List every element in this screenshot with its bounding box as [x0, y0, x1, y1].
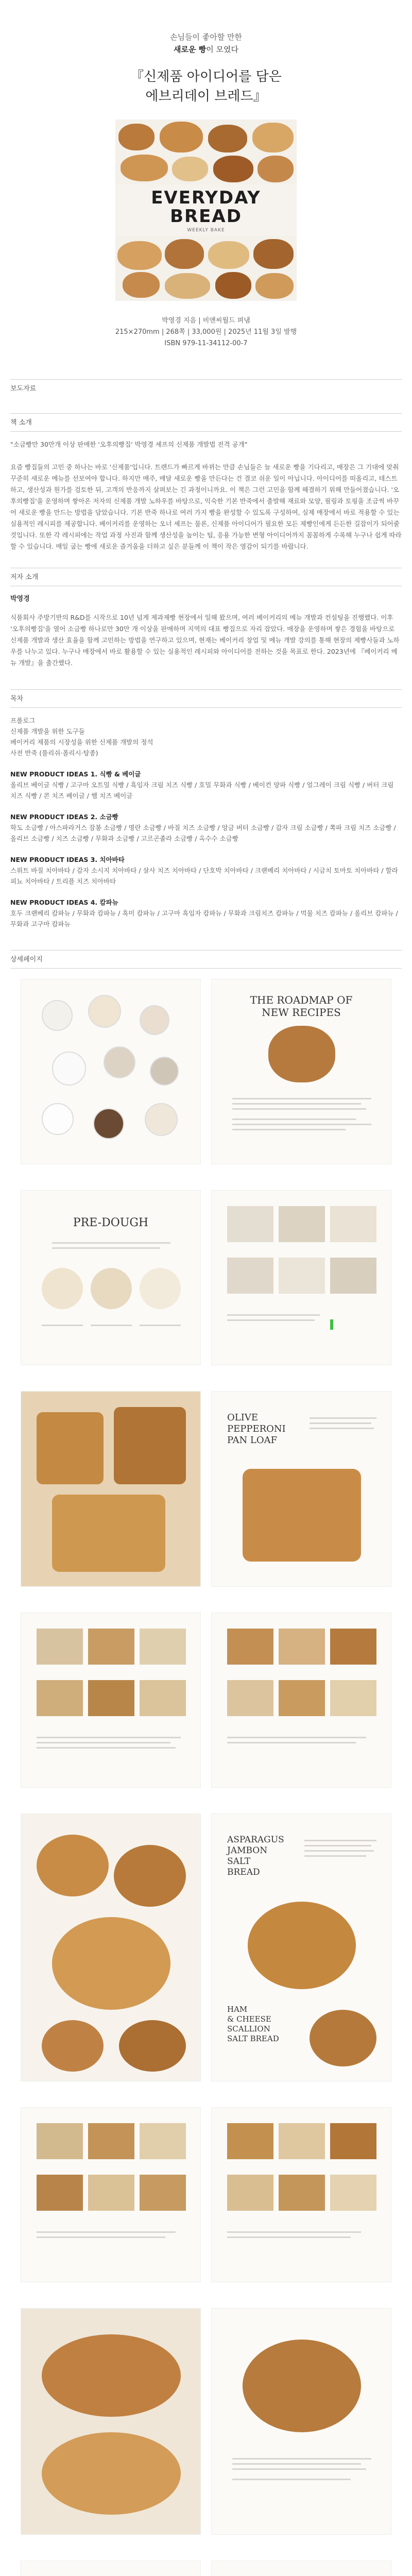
hero-eyebrow: 손님들이 좋아할 만한: [170, 32, 242, 42]
text-line: [304, 1855, 366, 1857]
cover-bread: [255, 273, 294, 299]
ingredient-bowl: [42, 1103, 74, 1135]
detail-page-right: [211, 2107, 391, 2282]
process-photo: [88, 2123, 134, 2159]
process-photo: [227, 1258, 273, 1294]
toc-item: 사전 반죽 (풀리쉬·폴리시·탕종): [10, 749, 98, 757]
process-photo: [140, 2175, 186, 2211]
bread-photo: [243, 2340, 361, 2432]
detail-spread: [21, 2107, 391, 2282]
text-line: [37, 1742, 170, 1743]
ham-title-line2: & CHEESE: [227, 2014, 271, 2024]
toc-part-title: NEW PRODUCT IDEAS 3. 치아바타: [10, 856, 125, 863]
cover-title-line2: BREAD: [170, 206, 242, 227]
author-bio: 식품회사 주방기반의 R&D를 시작으로 10년 넘게 제과제빵 현장에서 일해 왔으며, 여러 베이커리의 메뉴 개발과 컨설팅을 진행했다. 이후 '오후의빵집'을 열어 소금빵 하나로만 30만 개 이상을 판매하며 지역의 대표 빵집으로 자리 잡았다. 매장을 운영하며 쌓은 경험을 바탕으로 신제품 개발과 생산 효율을 함께 고민하는 방법을 연구하고 있으며, 현재는 베이커리 창업 및 메뉴 개발 강의를 통해 현장의 제빵사들과 노하우를 나누고 있다. 누구나 매장에서 바로 활용할 수 있는 실용적인 레시피와 아이디어를 전하는 것을 목표로 한다. 2023년에 『베이커리 메뉴 개발』을 출간했다.: [10, 614, 400, 667]
author-name: 박영경: [10, 595, 30, 603]
process-photo: [227, 1680, 273, 1716]
section-heading-intro: 책 소개: [10, 413, 402, 432]
process-photo: [140, 1629, 186, 1665]
cover-bread: [172, 157, 208, 181]
text-line: [227, 1314, 320, 1316]
process-photo: [37, 2123, 83, 2159]
meta-spec: 215×270mm | 268쪽 | 33,000원 | 2025년 11월 3일 발행: [115, 328, 297, 336]
toc-part-items: 호두 크랜베리 캄파뉴 / 무화과 캄파뉴 / 흑미 캄파뉴 / 고구마 흑임자 캄파뉴 / 무화과 크림치즈 캄파뉴 / 먹물 치즈 캄파뉴 / 올리브 캄파뉴 / 무화과 고구마 캄파뉴: [10, 909, 398, 928]
roadmap-title: [212, 994, 391, 1019]
detail-page-left: [21, 1190, 201, 1365]
hero: [0, 0, 412, 349]
ingredient-bowl: [88, 995, 121, 1028]
section-heading-toc: 목차: [10, 689, 402, 708]
book-title-line1: 『신제품 아이디어를 담은: [130, 69, 282, 84]
process-photo: [279, 1680, 325, 1716]
cover-bread: [121, 155, 168, 181]
asparagus-title-line1: ASPARAGUS: [227, 1835, 284, 1845]
ingredient-bowl: [104, 1046, 135, 1078]
detail-page-left: [21, 2308, 201, 2535]
text-line: [232, 1098, 371, 1099]
process-photo: [279, 2175, 325, 2211]
cover-bread: [258, 156, 294, 182]
detail-spread: [21, 1190, 391, 1365]
asparagus-title-line3: SALT: [227, 1856, 251, 1867]
toc-section: [10, 689, 402, 929]
detail-spread: [21, 1613, 391, 1788]
dough-image: [91, 1268, 132, 1309]
process-photo: [37, 1629, 83, 1665]
detail-page-left: [21, 1613, 201, 1788]
cover-bread: [252, 123, 294, 152]
toc-part-title: NEW PRODUCT IDEAS 1. 식빵 & 베이글: [10, 770, 141, 778]
cover-bread: [215, 272, 251, 299]
detail-page-right: [211, 2308, 391, 2535]
process-photo: [279, 1258, 325, 1294]
book-title: [0, 67, 412, 106]
process-photo: [330, 1258, 376, 1294]
book-meta: [0, 315, 412, 349]
process-photo: [279, 1629, 325, 1665]
ingredient-bowl: [52, 1052, 86, 1086]
detail-page-left: [21, 2561, 201, 2576]
detail-spread: [21, 2308, 391, 2535]
hero-eyebrow-rest: 이 모였다: [206, 45, 238, 54]
process-photo: [330, 2175, 376, 2211]
section-heading-promo: 보도자료: [10, 379, 402, 398]
bread-photo: [42, 2020, 104, 2072]
cover-bread: [160, 122, 203, 152]
process-photo: [88, 1680, 134, 1716]
cover-subtitle: WEEKLY BAKE: [187, 228, 225, 233]
cover-bread: [165, 239, 204, 269]
text-line: [227, 1742, 356, 1743]
hero-eyebrow-line2: [0, 43, 412, 56]
text-line: [310, 1417, 376, 1419]
olive-title-line2: PEPPERONI: [227, 1423, 286, 1434]
text-line: [140, 1325, 181, 1326]
text-line: [232, 1103, 361, 1105]
toc-intro-list: [10, 708, 402, 758]
cover-bread: [118, 124, 154, 150]
toc-part-title: NEW PRODUCT IDEAS 2. 소금빵: [10, 813, 118, 821]
bread-photo: [37, 1835, 109, 1896]
cover-bread: [117, 241, 162, 270]
ham-title-line4: SALT BREAD: [227, 2034, 279, 2043]
detail-page-right: [211, 1814, 391, 2081]
toc-part-items: 스위트 바질 치아바타 / 감자 소시지 치아바타 / 살사 치즈 치아바타 / 단호박 치아바타 / 크랜베리 치아바타 / 시금치 토마토 치아바타 / 할라피뇨 치아바타 / 트리플 치즈 치아바타: [10, 867, 398, 885]
text-line: [232, 2479, 351, 2480]
dough-image: [42, 1268, 83, 1309]
text-line: [232, 1124, 371, 1125]
text-line: [37, 2231, 176, 2233]
text-line: [227, 2236, 351, 2238]
bread-photo: [52, 1495, 165, 1572]
text-line: [310, 1422, 371, 1424]
process-photo: [227, 2123, 273, 2159]
text-line: [232, 1108, 366, 1110]
text-line: [227, 1319, 315, 1321]
meta-author: 박영경 지음 | 비앤씨월드 펴냄: [162, 317, 250, 325]
cover-title-band: [115, 184, 297, 236]
text-line: [232, 2463, 361, 2465]
process-photo: [330, 1680, 376, 1716]
bread-photo: [119, 2020, 186, 2072]
detail-pages: [0, 979, 412, 2576]
bread-photo: [42, 2432, 181, 2515]
asparagus-title-line4: BREAD: [227, 1867, 260, 1877]
toc-item: 베이커리 제품의 시장성을 위한 신제품 개발의 정석: [10, 738, 153, 746]
cover-bread: [213, 156, 253, 182]
process-photo: [330, 1206, 376, 1242]
bread-photo: [114, 1407, 186, 1484]
text-line: [37, 2236, 165, 2238]
detail-page-right: [211, 1613, 391, 1788]
detail-spread: [21, 1391, 391, 1587]
process-photo: [88, 1629, 134, 1665]
bread-photo: [114, 1845, 186, 1907]
bread-photo: [243, 1469, 361, 1562]
ham-title-line3: SCALLION: [227, 2024, 270, 2033]
text-line: [304, 1840, 376, 1841]
detail-page-left: [21, 2107, 201, 2282]
cover-bread: [165, 273, 210, 299]
process-photo: [140, 2123, 186, 2159]
roadmap-bread-image: [268, 1026, 335, 1082]
ham-title-line1: HAM: [227, 2005, 248, 2014]
cover-bread: [123, 272, 160, 298]
process-photo: [279, 2123, 325, 2159]
olive-title-line3: PAN LOAF: [227, 1435, 278, 1446]
bread-photo: [248, 1902, 356, 1989]
ingredient-bowl: [42, 1000, 73, 1031]
toc-item: 신제품 개발을 위한 도구들: [10, 727, 85, 735]
text-line: [310, 1428, 374, 1429]
detail-page-right: [211, 979, 391, 1164]
bread-photo: [37, 1412, 104, 1484]
toc-part: [10, 854, 402, 887]
intro-body: 요즘 빵집들의 고민 중 하나는 바로 '신제품'입니다. 트렌드가 빠르게 바뀌는 만큼 손님들은 늘 새로운 빵을 기다리고, 매장은 그 기대에 맞춰 꾸준히 새로운 메뉴를 선보여야 합니다. 하지만 매주, 매달 새로운 빵을 만든다는 건 결코 쉬운 일이 아닙니다. 아이디어를 떠올리고, 테스트하고, 생산성과 원가를 검토한 뒤, 고객의 반응까지 살펴보는 긴 과정이니까요. 이 책은 그런 고민을 함께 해결하기 위해 만들어졌습니다. '오후의빵집'을 운영하며 쌓아온 저자의 신제품 개발 노하우를 바탕으로, 익숙한 기본 반죽에서 출발해 재료와 모양, 필링과 토핑을 조금씩 바꾸어 새로운 빵을 만드는 방법을 담았습니다. 기본 반죽 하나로 여러 가지 빵을 완성할 수 있도록 구성하여, 실제 매장에서 바로 적용할 수 있는 실용적인 레시피를 제공합니다. 베이커리를 운영하는 오너 셰프는 물론, 신제품 아이디어가 필요한 모든 제빵인에게 든든한 길잡이가 되어줄 것입니다. 또한 각 레시피에는 작업 과정 사진과 함께 생산성을 높이는 팁, 응용 가능한 변형 아이디어까지 꼼꼼하게 수록해 누구나 쉽게 따라할 수 있습니다. 매일 굽는 빵에 새로운 즐거움을 더하고 싶은 분들께 이 책이 작은 영감이 되기를 바랍니다.: [10, 463, 402, 550]
toc-part: [10, 811, 402, 844]
text-line: [227, 2231, 361, 2233]
highlight-marker: [330, 1319, 333, 1330]
toc-part: [10, 897, 402, 929]
roadmap-title-line2: NEW RECIPES: [262, 1006, 341, 1019]
detail-page-right: [211, 2561, 391, 2576]
text-line: [304, 1845, 371, 1846]
bread-photo: [310, 2010, 376, 2066]
olive-title-line1: OLIVE: [227, 1412, 258, 1423]
cover-bread: [208, 241, 249, 269]
detail-section: [10, 950, 402, 969]
detail-page-right: [211, 1190, 391, 1365]
intro-quote: "소금빵만 30만개 이상 판매한 '오후의빵집' 박영경 셰프의 신제품 개발법 전격 공개": [10, 440, 248, 448]
detail-page-left: [21, 1391, 201, 1587]
ingredient-bowl: [140, 1005, 169, 1035]
roadmap-title-line1: THE ROADMAP OF: [250, 994, 353, 1006]
process-photo: [37, 1680, 83, 1716]
ingredient-bowl: [93, 1108, 124, 1139]
detail-page-left: [21, 979, 201, 1164]
detail-spread: [21, 979, 391, 1164]
toc-part-items: 올리브 베이글 식빵 / 고구마 오트밀 식빵 / 흑임자 크림 치즈 식빵 / 호밀 무화과 식빵 / 베이컨 양파 식빵 / 얼그레이 크림 식빵 / 버터 크림 치즈 식빵 / 콘 치즈 베이글 / 햄 치즈 베이글: [10, 781, 394, 800]
process-photo: [330, 2123, 376, 2159]
bread-photo: [42, 2334, 181, 2417]
author-section: [10, 568, 402, 669]
bread-photo: [52, 1917, 170, 2010]
section-heading-author: 저자 소개: [10, 568, 402, 586]
text-line: [37, 1737, 181, 1738]
meta-isbn: ISBN 979-11-34112-00-7: [164, 340, 248, 347]
ingredient-bowl: [150, 1057, 179, 1086]
text-line: [42, 1325, 83, 1326]
text-line: [52, 1247, 160, 1249]
toc-part: [10, 769, 402, 801]
process-photo: [227, 1206, 273, 1242]
text-line: [232, 2458, 371, 2460]
ingredient-bowl: [145, 1103, 178, 1136]
dough-image: [140, 1268, 181, 1309]
text-line: [304, 1850, 374, 1852]
book-cover: [115, 120, 297, 301]
cover-bread: [253, 239, 294, 269]
detail-page-right: [211, 1391, 391, 1587]
toc-part-title: NEW PRODUCT IDEAS 4. 캄파뉴: [10, 899, 118, 906]
text-line: [227, 1737, 366, 1738]
text-line: [91, 1325, 132, 1326]
detail-spread: [21, 1814, 391, 2081]
olive-title: [227, 1412, 286, 1446]
section-heading-detail: 상세페이지: [10, 950, 402, 969]
hero-eyebrow-bold: 새로운 빵: [174, 45, 207, 54]
process-photo: [330, 1629, 376, 1665]
process-photo: [37, 2175, 83, 2211]
cover-bread: [208, 125, 247, 152]
predough-title: PRE-DOUGH: [73, 1216, 149, 1229]
book-title-line2: 에브리데이 브레드』: [145, 89, 267, 104]
text-line: [232, 1118, 356, 1120]
detail-spread: [21, 2561, 391, 2576]
text-line: [232, 1129, 346, 1130]
intro-section: [10, 413, 402, 552]
process-photo: [227, 2175, 273, 2211]
process-photo: [279, 1206, 325, 1242]
detail-page-left: [21, 1814, 201, 2081]
toc-part-items: 학도 소금빵 / 아스파라거스 잠봉 소금빵 / 명란 소금빵 / 바질 치즈 소금빵 / 앙금 버터 소금빵 / 감자 크림 소금빵 / 쪽파 크림 치즈 소금빵 / 올리브 소금빵 / 치즈 소금빵 / 무화과 소금빵 / 고르곤졸라 소금빵 / 옥수수 소금빵: [10, 824, 396, 842]
ham-title: [227, 2005, 279, 2044]
process-photo: [140, 1680, 186, 1716]
asparagus-title: [227, 1835, 284, 1878]
process-photo: [88, 2175, 134, 2211]
cover-title-line1: EVERYDAY: [151, 188, 261, 208]
process-photo: [227, 1629, 273, 1665]
asparagus-title-line2: JAMBON: [227, 1845, 268, 1856]
promo-section: [10, 379, 402, 398]
text-line: [232, 2468, 366, 2470]
toc-item: 프롤로그: [10, 717, 36, 724]
text-line: [37, 1747, 176, 1749]
text-line: [52, 1242, 170, 1244]
